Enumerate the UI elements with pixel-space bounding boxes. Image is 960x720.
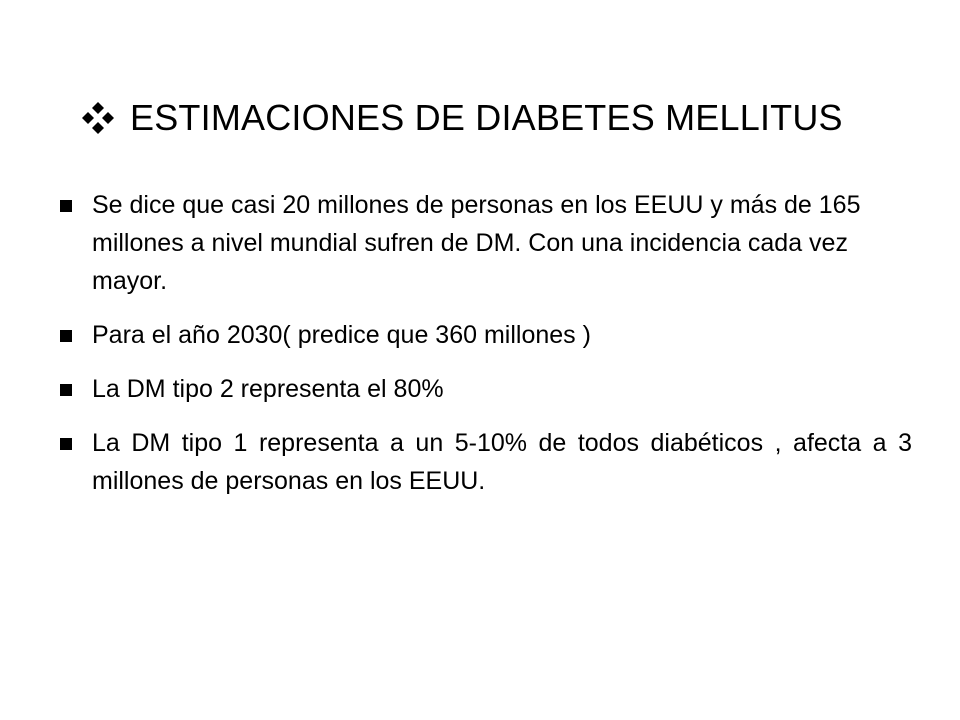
square-bullet-icon (60, 200, 72, 212)
bullet-list (60, 186, 912, 516)
square-bullet-icon (60, 438, 72, 450)
bullet-text: La DM tipo 2 representa el 80% (92, 375, 444, 403)
four-diamond-bullet-icon (80, 100, 116, 136)
square-bullet-icon (60, 330, 72, 342)
slide-title: ESTIMACIONES DE DIABETES MELLITUS (130, 97, 843, 138)
title-row (80, 88, 900, 148)
square-bullet-icon (60, 384, 72, 396)
bullet-item (60, 186, 912, 300)
bullet-item (60, 424, 912, 500)
bullet-text: La DM tipo 1 representa a un 5-10% de todos diabéticos , afecta a 3 millones de personas en los EEUU. (92, 429, 912, 495)
bullet-item (60, 370, 912, 408)
bullet-item (60, 316, 912, 354)
bullet-text: Se dice que casi 20 millones de personas en los EEUU y más de 165 millones a nivel mundial sufren de DM. Con una incidencia cada vez mayor. (92, 191, 861, 295)
bullet-text: Para el año 2030( predice que 360 millones ) (92, 321, 591, 349)
